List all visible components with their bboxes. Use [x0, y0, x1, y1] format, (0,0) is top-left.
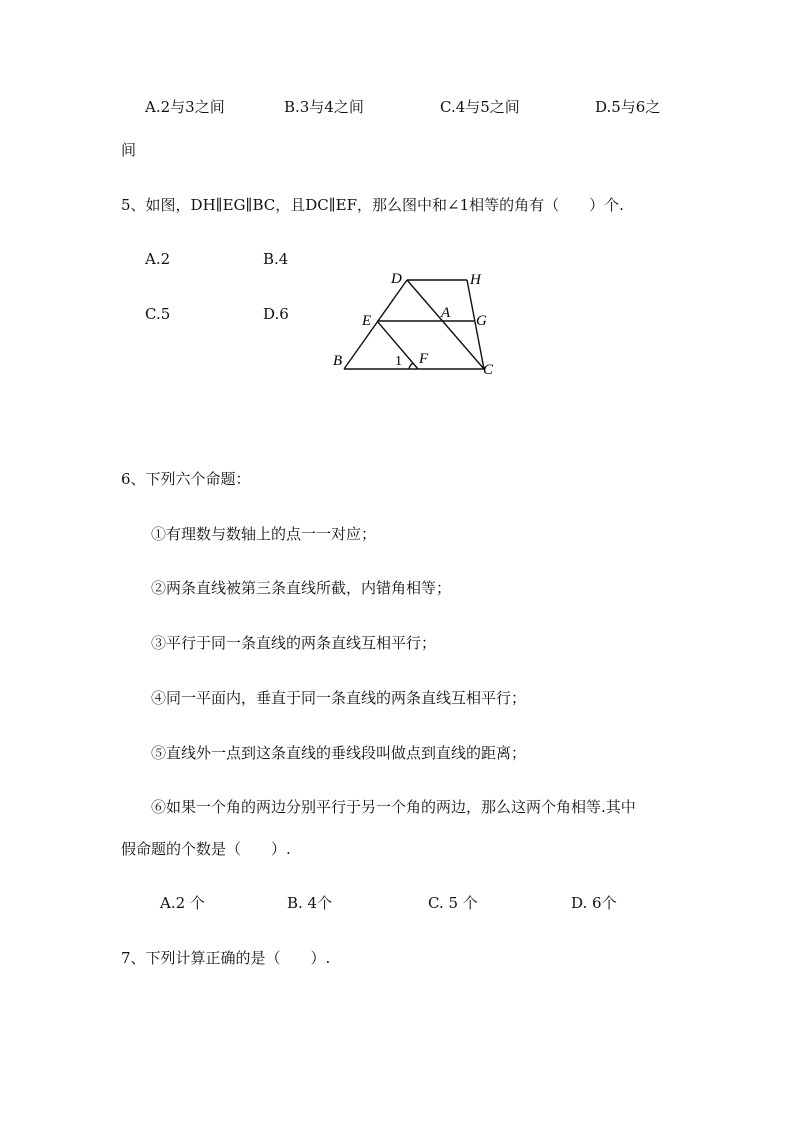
label-e: E	[362, 313, 372, 329]
label-angle-1: 1	[395, 354, 402, 369]
label-d: D	[391, 271, 402, 287]
q6-option-a: A.2 个	[160, 894, 205, 912]
q7-stem: 7、下列计算正确的是（ ）.	[121, 949, 331, 967]
q5-stem: 5、如图，DH∥EG∥BC，且DC∥EF，那么图中和∠1相等的角有（ ）个.	[121, 196, 624, 214]
angle-1-arc	[409, 363, 413, 369]
q5-geometry-figure	[328, 262, 500, 380]
q5-option-d: D.6	[263, 305, 289, 323]
q5-option-c: C.5	[145, 305, 171, 323]
q6-item-3: ③平行于同一条直线的两条直线互相平行；	[151, 634, 437, 652]
q4-option-b: B.3与4之间	[284, 98, 364, 116]
label-b: B	[333, 353, 343, 369]
q4-option-d: D.5与6之	[595, 98, 661, 116]
q4-option-a: A.2与3之间	[145, 98, 225, 116]
q4-option-c: C.4与5之间	[440, 98, 520, 116]
q6-continuation: 假命题的个数是（ ）.	[121, 840, 291, 858]
label-g: G	[476, 313, 487, 329]
q5-option-a: A.2	[145, 250, 171, 268]
q6-item-4: ④同一平面内，垂直于同一条直线的两条直线互相平行；	[151, 689, 527, 707]
q6-item-2: ②两条直线被第三条直线所截，内错角相等；	[151, 579, 452, 597]
q6-item-6: ⑥如果一个角的两边分别平行于另一个角的两边，那么这两个角相等.其中	[151, 798, 636, 816]
q4-option-d-wrap: 间	[121, 141, 137, 159]
q5-option-b: B.4	[263, 250, 289, 268]
label-h: H	[470, 272, 481, 288]
q6-option-b: B. 4个	[287, 894, 333, 912]
q6-item-1: ①有理数与数轴上的点一一对应；	[151, 525, 377, 543]
q6-stem: 6、下列六个命题：	[121, 470, 251, 488]
q6-option-c: C. 5 个	[428, 894, 478, 912]
label-a: A	[441, 305, 451, 321]
q6-option-d: D. 6个	[571, 894, 617, 912]
label-f: F	[419, 351, 429, 367]
q6-item-5: ⑤直线外一点到这条直线的垂线段叫做点到直线的距离；	[151, 744, 527, 762]
label-c: C	[483, 362, 494, 378]
